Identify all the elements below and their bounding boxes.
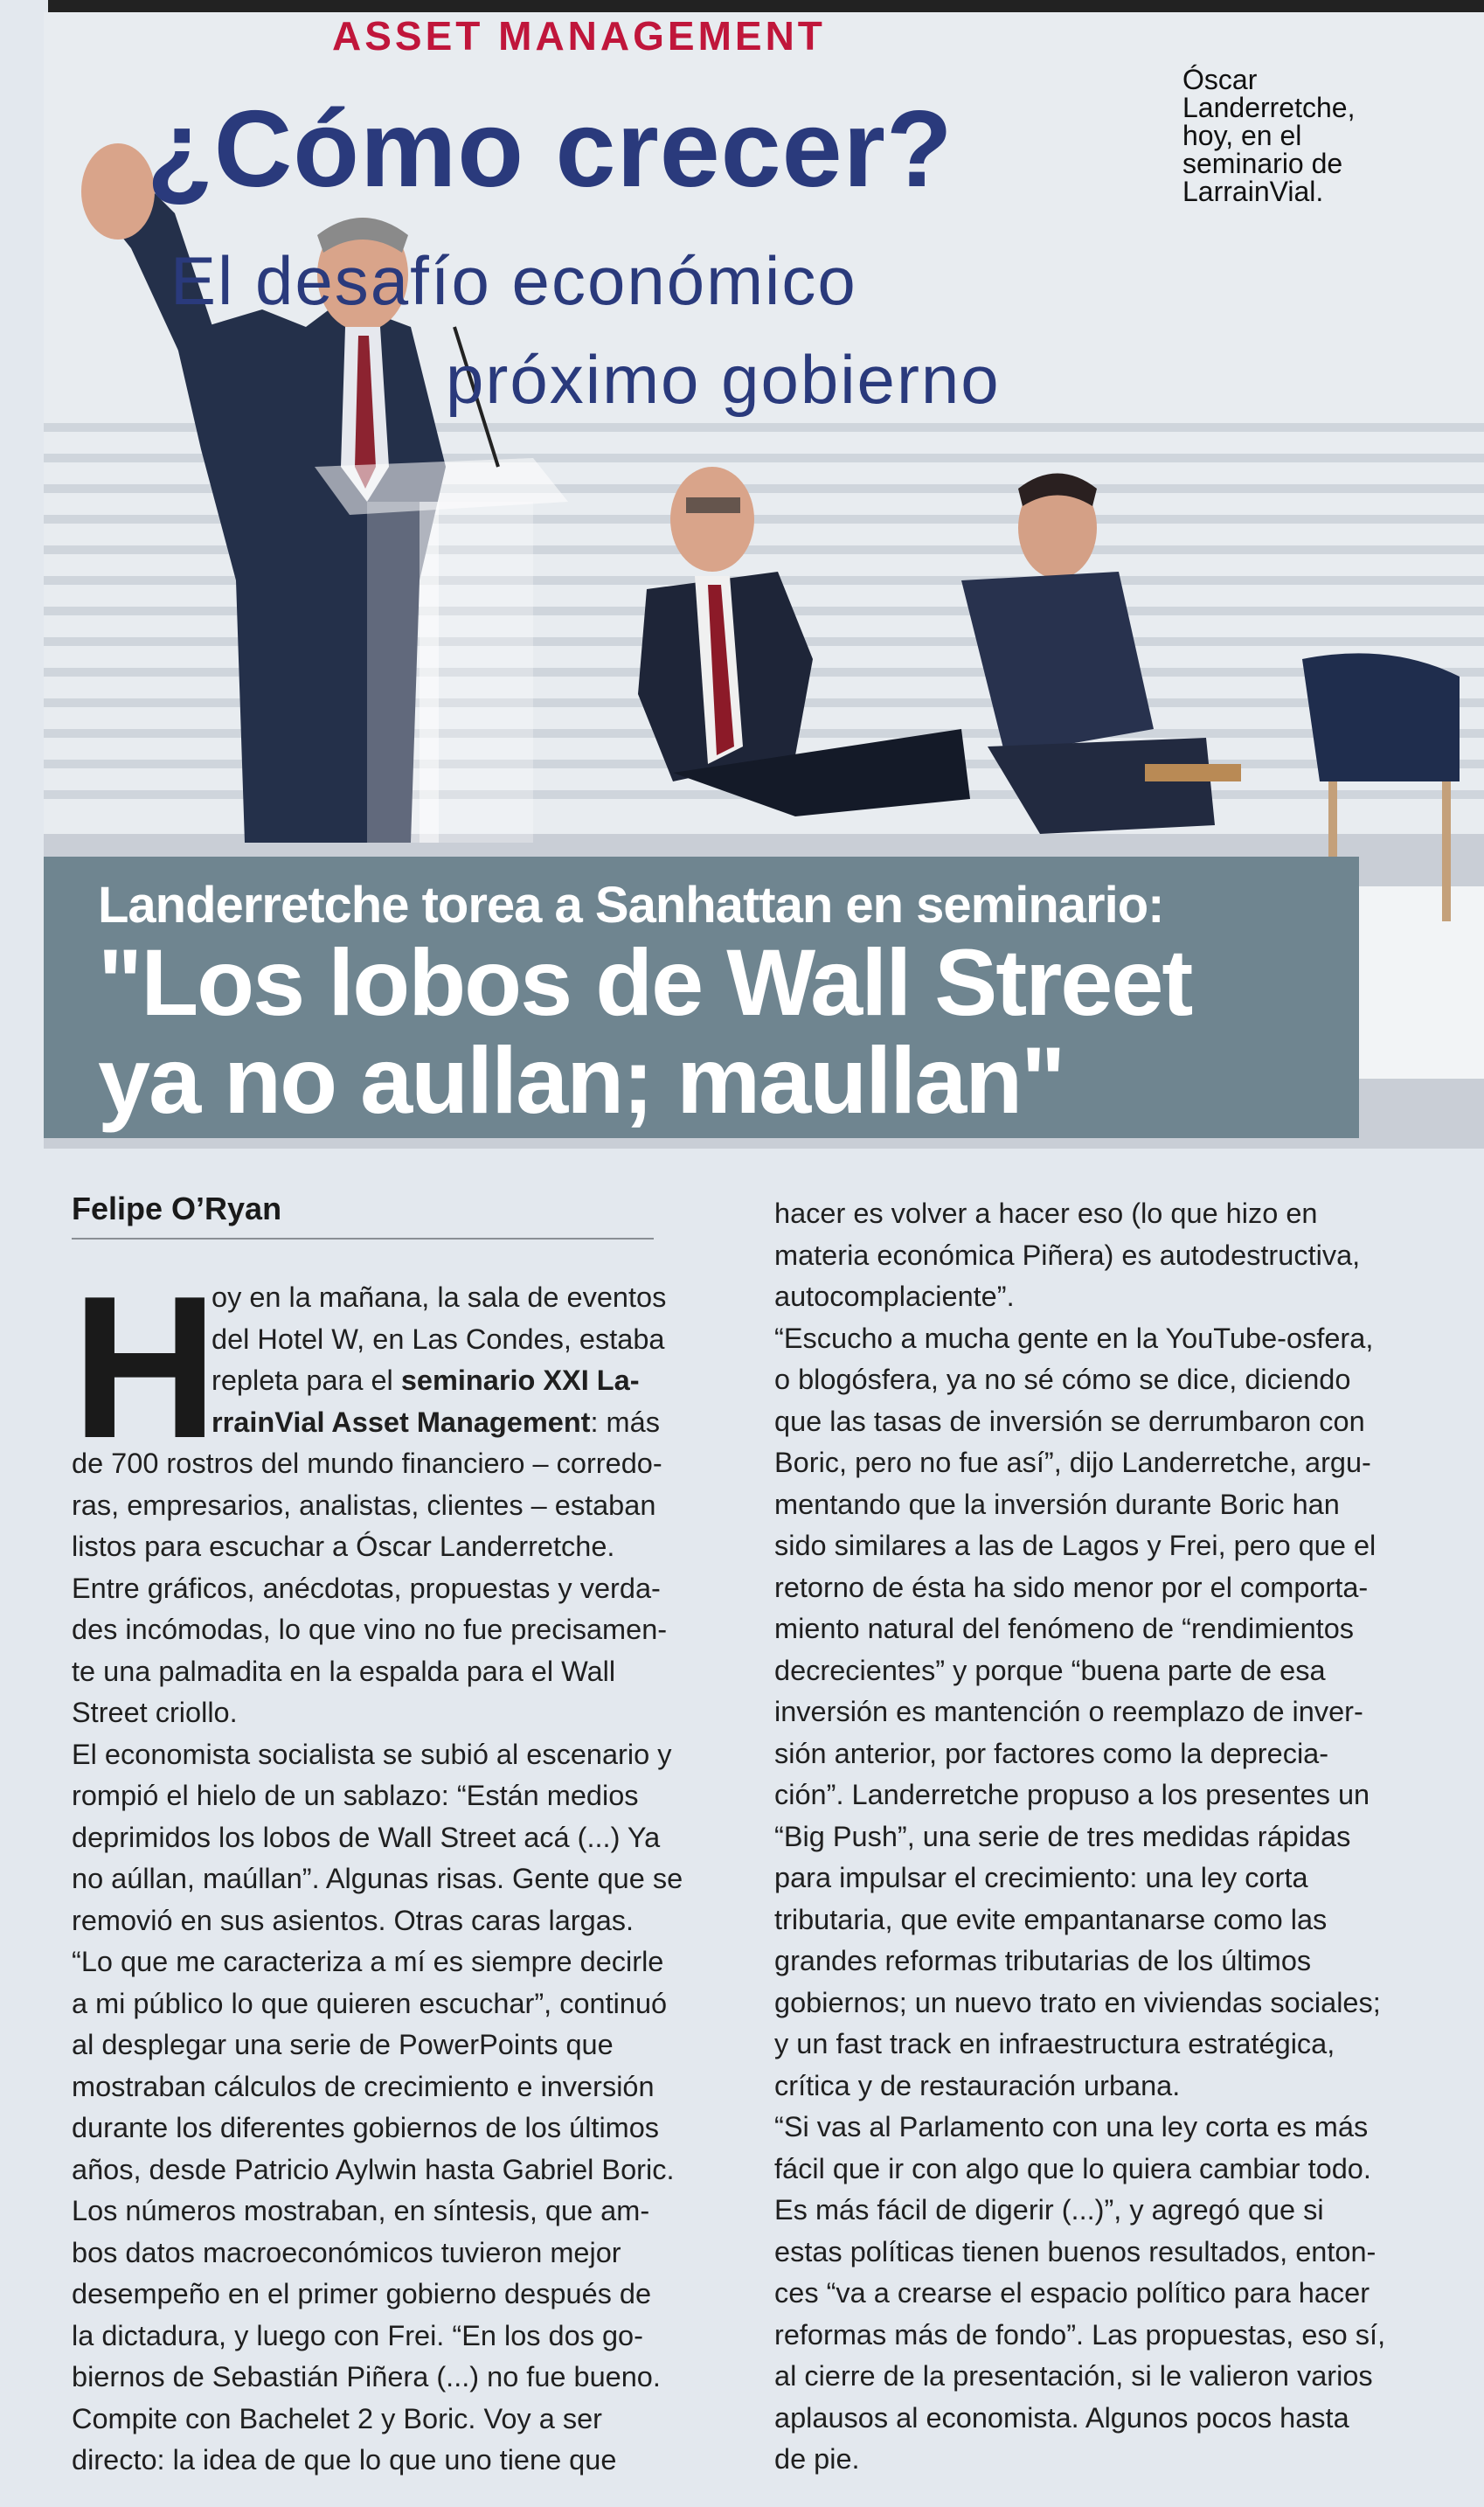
body-line: ras, empresarios, analistas, clientes – estaban: [72, 1489, 656, 1521]
body-line: estas políticas tienen buenos resultados, enton-: [774, 2235, 1377, 2267]
body-line: materia económica Piñera) es autodestructiva,: [774, 1239, 1361, 1271]
headline-title-line2: ya no aullan; maullan": [98, 1027, 1064, 1133]
body-line: al cierre de la presentación, si le valieron varios: [774, 2360, 1373, 2392]
body-line: grandes reformas tributarias de los últimos: [774, 1945, 1312, 1976]
headline-title: [98, 929, 1192, 1133]
body-line: retorno de ésta ha sido menor por el comporta-: [774, 1571, 1369, 1603]
body-line: rompió el hielo de un sablazo: “Están medios: [72, 1780, 639, 1811]
byline-divider: [72, 1238, 654, 1240]
body-line: biernos de Sebastián Piñera (...) no fue bueno.: [72, 2361, 661, 2392]
body-line: hacer es volver a hacer eso (lo que hizo en: [774, 1198, 1318, 1229]
seminar-name-bold: rrainVial Asset Management: [212, 1406, 591, 1438]
body-line: inversión es mantención o reemplazo de inver-: [774, 1696, 1363, 1727]
body-line: crítica y de restauración urbana.: [774, 2069, 1181, 2101]
body-line: de 700 rostros del mundo financiero – corredo-: [72, 1448, 662, 1479]
body-line: listos para escuchar a Óscar Landerretche.: [72, 1531, 615, 1562]
body-line: autocomplaciente”.: [774, 1281, 1015, 1312]
body-line: [72, 1402, 701, 1444]
body-line: te una palmadita en la espalda para el Wall: [72, 1655, 616, 1687]
headline-title-line1: "Los lobos de Wall Street: [98, 929, 1192, 1035]
body-line: durante los diferentes gobiernos de los últimos: [72, 2112, 660, 2143]
body-line: Entre gráficos, anécdotas, propuestas y verda-: [72, 1572, 661, 1604]
body-line: “Big Push”, una serie de tres medidas rápidas: [774, 1820, 1351, 1852]
seminar-name-bold: seminario XXI La-: [400, 1365, 640, 1396]
byline: Felipe O’Ryan: [72, 1191, 282, 1226]
body-line: sido similares a las de Lagos y Frei, pero que el: [774, 1530, 1377, 1561]
body-line: aplausos al economista. Algunos pocos hasta: [774, 2401, 1349, 2434]
body-line: des incómodas, lo que vino no fue precisamen-: [72, 1614, 668, 1645]
body-line: de pie.: [774, 2443, 860, 2475]
body-line: directo: la idea de que lo que uno tiene que: [72, 2444, 617, 2476]
body-line: decrecientes” y porque “buena parte de esa: [774, 1654, 1326, 1686]
body-column-2: [774, 1193, 1421, 2481]
body-line: a mi público lo que quieren escuchar”, continuó: [72, 1987, 668, 2019]
body-line: del Hotel W, en Las Condes, estaba: [212, 1323, 665, 1355]
slide-header: ASSET MANAGEMENT: [332, 13, 826, 59]
body-line: no aúllan, maúllan”. Algunas risas. Gente que se: [72, 1863, 683, 1894]
body-line: tributaria, que evite empantanarse como las: [774, 1903, 1328, 1935]
body-line: bos datos macroeconómicos tuvieron mejor: [72, 2236, 621, 2268]
body-text: : más: [590, 1406, 660, 1438]
body-line: años, desde Patricio Aylwin hasta Gabriel Boric.: [72, 2153, 675, 2185]
body-line: El economista socialista se subió al escenario y: [72, 1738, 672, 1770]
slide-subtitle-2: próximo gobierno: [446, 341, 1001, 418]
body-line: deprimidos los lobos de Wall Street acá (...) Ya: [72, 1821, 661, 1853]
body-column-1: [72, 1254, 701, 2482]
body-line: y un fast track en infraestructura estratégica,: [774, 2028, 1335, 2059]
body-line: o blogósfera, ya no sé cómo se dice, diciendo: [774, 1364, 1351, 1395]
body-line: [72, 1360, 701, 1402]
body-line: mostraban cálculos de crecimiento e inversión: [72, 2070, 655, 2102]
body-line: “Escucho a mucha gente en la YouTube-osfera,: [774, 1322, 1374, 1354]
body-line: fácil que ir con algo que lo quiera cambiar todo.: [774, 2152, 1371, 2184]
body-line: mentando que la inversión durante Boric han: [774, 1488, 1340, 1520]
body-line: miento natural del fenómeno de “rendimientos: [774, 1613, 1355, 1644]
body-line: que las tasas de inversión se derrumbaron con: [774, 1405, 1365, 1437]
body-line: al desplegar una serie de PowerPoints que: [72, 2029, 614, 2060]
photo-caption: Óscar Landerretche, hoy, en el seminario de LarrainVial.: [1182, 64, 1356, 207]
body-line: “Si vas al Parlamento con una ley corta es más: [774, 2111, 1369, 2142]
body-line: ción”. Landerretche propuso a los presentes un: [774, 1779, 1370, 1810]
body-line: reformas más de fondo”. Las propuestas, eso sí,: [774, 2318, 1386, 2351]
body-line: Boric, pero no fue así”, dijo Landerretche, argu-: [774, 1447, 1371, 1478]
body-line: gobiernos; un nuevo trato en viviendas sociales;: [774, 1986, 1381, 2018]
body-line: oy en la mañana, la sala de eventos: [212, 1281, 667, 1313]
slide-title: ¿Cómo crecer?: [147, 89, 954, 210]
body-line: Es más fácil de digerir (...)”, y agregó que si: [774, 2194, 1324, 2226]
body-line: la dictadura, y luego con Frei. “En los dos go-: [72, 2319, 643, 2351]
dropcap: H: [72, 1254, 218, 1481]
slide-subtitle-1: El desafío económico: [170, 242, 857, 319]
body-text: repleta para el: [212, 1365, 393, 1396]
headline-box: [44, 857, 1359, 1138]
body-line: Los números mostraban, en síntesis, que am-: [72, 2195, 650, 2226]
body-line: Compite con Bachelet 2 y Boric. Voy a ser: [72, 2402, 602, 2434]
body-line: removió en sus asientos. Otras caras largas.: [72, 1904, 635, 1936]
body-line: “Lo que me caracteriza a mí es siempre decirle: [72, 1946, 664, 1977]
body-line: ces “va a crearse el espacio político para hacer: [774, 2277, 1370, 2309]
body-line: sión anterior, por factores como la deprecia-: [774, 1737, 1329, 1769]
top-rule: [48, 0, 1484, 12]
headline-kicker: Landerretche torea a Sanhattan en seminario:: [98, 877, 1164, 934]
body-line: Street criollo.: [72, 1697, 238, 1728]
body-line: para impulsar el crecimiento: una ley corta: [774, 1862, 1308, 1893]
body-line: desempeño en el primer gobierno después de: [72, 2278, 652, 2309]
